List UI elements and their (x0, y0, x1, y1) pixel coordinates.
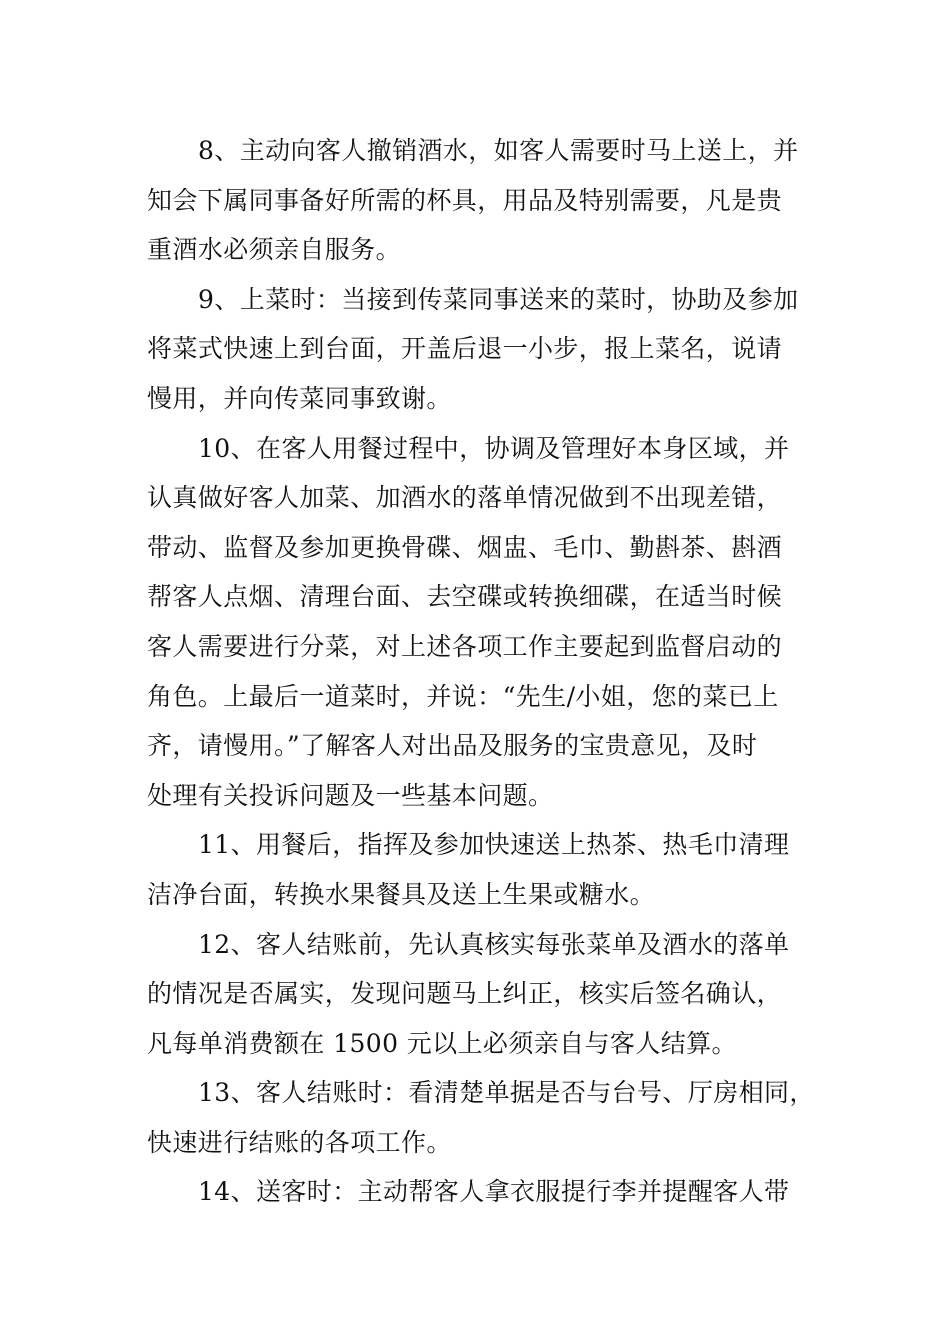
paragraph-item-12 (147, 920, 807, 1069)
text-line: 带动、监督及参加更换骨碟、烟盅、毛巾、勤斟茶、斟酒 (147, 532, 783, 562)
text-line: 的情况是否属实，发现问题马上纠正，核实后签名确认， (147, 979, 783, 1009)
paragraph-item-13 (147, 1068, 815, 1167)
document-body (147, 126, 815, 1217)
text-line: 慢用，并向传菜同事致谢。 (147, 383, 452, 413)
text-line: 凡每单消费额在 1500 元以上必须亲自与客人结算。 (147, 1028, 737, 1058)
text-line: 洁净台面，转换水果餐具及送上生果或糖水。 (147, 879, 656, 909)
text-line: 10、在客人用餐过程中，协调及管理好本身区域，并 (198, 433, 790, 463)
text-line: 帮客人点烟、清理台面、去空碟或转换细碟，在适当时候 (147, 582, 783, 612)
text-line: 知会下属同事备好所需的杯具，用品及特别需要，凡是贵 (147, 185, 783, 215)
text-line: 14、送客时：主动帮客人拿衣服提行李并提醒客人带 (198, 1177, 790, 1207)
text-line: 认真做好客人加菜、加酒水的落单情况做到不出现差错， (147, 483, 783, 513)
paragraph-item-14 (147, 1167, 807, 1217)
text-line: 8、主动向客人撤销酒水，如客人需要时马上送上，并 (198, 136, 799, 165)
text-line: 齐，请慢用。”了解客人对出品及服务的宝贵意见，及时 (147, 731, 758, 761)
text-line: 9、上菜时：当接到传菜同事送来的菜时，协助及参加 (198, 284, 799, 314)
text-line: 12、客人结账前，先认真核实每张菜单及酒水的落单 (198, 929, 790, 959)
text-line: 将菜式快速上到台面，开盖后退一小步，报上菜名，说请 (147, 334, 783, 364)
paragraph-item-8 (147, 126, 807, 275)
paragraph-item-9 (147, 275, 807, 424)
paragraph-item-11 (147, 820, 807, 919)
text-line: 重酒水必须亲自服务。 (147, 235, 402, 265)
text-line: 处理有关投诉问题及一些基本问题。 (147, 780, 554, 810)
text-line: 快速进行结账的各项工作。 (147, 1127, 452, 1157)
paragraph-item-10 (147, 424, 807, 821)
text-line: 11、用餐后，指挥及参加快速送上热茶、热毛巾清理 (198, 830, 790, 860)
text-line: 角色。上最后一道菜时，并说：“先生/小姐，您的菜已上 (147, 681, 779, 711)
text-line: 客人需要进行分菜，对上述各项工作主要起到监督启动的 (147, 631, 783, 661)
text-line: 13、客人结账时：看清楚单据是否与台号、厅房相同， (198, 1078, 815, 1108)
